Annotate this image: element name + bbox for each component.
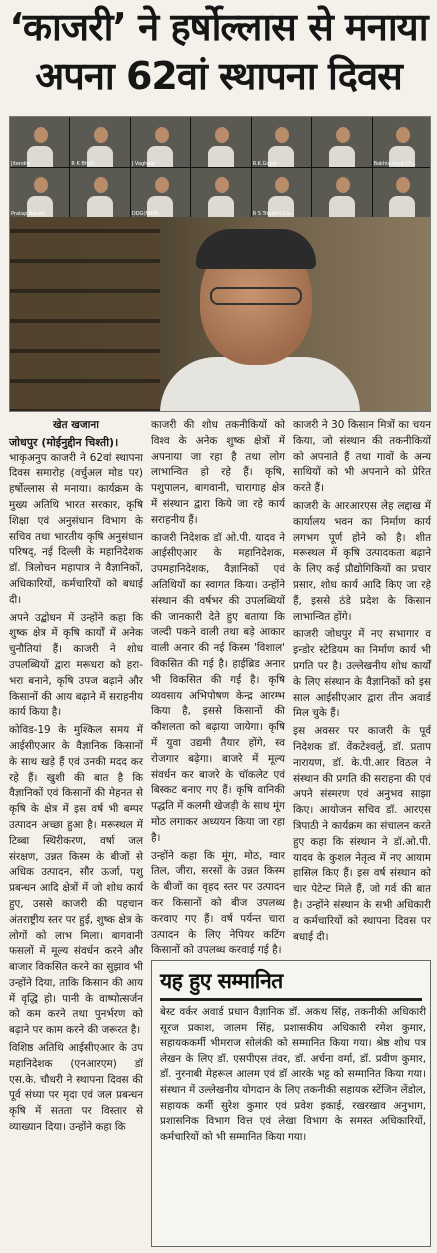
participant-tile bbox=[312, 117, 371, 167]
article-paragraph: इस अवसर पर काजरी के पूर्व निदेशक डॉ. वेंकटेश्वर्लु, डॉ. प्रताप नारायण, डॉ. के.पी.आर विठल ने संस्थान की प्रगति की सराहना की एवं अपने संस्मरण एवं अनुभव साझा किए। आयोजन सचिव डॉ. आरएस त्रिपाठी ने कार्यक्रम का संचालन करते हुए कहा कि संस्थान ने डॉ.ओ.पी. यादव के कुशल नेतृत्व में नए आयाम हासिल किए हैं। इस वर्ष संस्थान को चार पेटेन्ट मिले हैं, जो गर्व की बात है। उन्होंने संस्थान के सभी अधिकारी व कर्मचारियों को स्थापना दिवस पर बधाई दी। bbox=[293, 725, 431, 943]
participant-tile bbox=[10, 117, 69, 167]
participant-name: DDG(NRM) bbox=[131, 211, 159, 217]
article-column-1 bbox=[9, 418, 143, 1138]
speaker-glasses bbox=[210, 287, 302, 305]
honors-box-text: बेस्ट वर्कर अवार्ड प्रधान वैज्ञानिक डॉ. अकथ सिंह, तकनीकी अधिकारी सूरज प्रकाश, जालम सिंह, प्रशासकीय अधिकारी रमेश कुमार, सहायककर्मी भीमराज सोलंकी को सम्मानित किया गया। श्रेष्ठ शोध पत्र लेखन के लिए डॉ. एसपीएस तंवर, डॉ. अर्चना वर्मा, डॉ. प्रवीण कुमार, डॉ. नुरनाबी मेहरूल आलम एवं डॉ आरके भट्ट को सम्मानित किया गया। संस्थान में उल्लेखनीय योगदान के लिए तकनीकी सहायक स्टेंजिन लेंडोल, सहायक कर्मी सुरेश कुमार एवं प्रवेश इकाई, रखरखाव अनुभाग, प्रशासनिक विभाग वित्त एवं लेखा विभाग के समस्त अधिकारियों, कर्मचारियों को भी सम्मानित किया गया। bbox=[160, 1006, 426, 1143]
participant-tile bbox=[70, 117, 129, 167]
participant-tile bbox=[252, 117, 311, 167]
byline: खेत खजाना bbox=[53, 419, 99, 431]
bookshelf-background bbox=[10, 217, 160, 412]
honors-box-title: यह हुए सम्मानित bbox=[160, 969, 283, 993]
participant-name: Jitendra bbox=[11, 160, 31, 167]
participant-name: R K Bhatt bbox=[71, 160, 95, 167]
participant-tile bbox=[70, 168, 129, 218]
participant-name: Bakhla Arya Ch... bbox=[373, 160, 417, 167]
article-paragraph: अपने उद्बोधन में उन्होंने कहा कि शुष्क क्षेत्र में कृषि कार्यों में अनेक चुनौतियां हैं। काजरी ने शोध उपलब्धियों द्वारा मरूधरा को हरा-भरा बनाने, कृषि उपज बढ़ाने और किसानों की आय बढ़ाने में सराहनीय कार्य किया है। bbox=[9, 611, 143, 719]
participant-tile bbox=[191, 117, 250, 167]
article-paragraph: काजरी निदेशक डॉ ओ.पी. यादव ने आईसीएआर के महानिदेशक, उपमहानिदेशक, वैज्ञानिकों एवं अतिथियों का स्वागत किया। उन्होंने संस्थान की वर्षभर की उपलब्धियों की जानकारी देते हुए बताया कि जल्दी पकने वाली तथा बड़े आकार वाली अनार की नई किस्म 'विशाल' विकसित की गई है। हाईब्रिड अनार भी विकसित की गई है। कृषि व्यवसाय अभिपोषण केन्द्र आरम्भ किया है, इससे किसानों की कौशलता को बढ़ाया जायेगा। कृषि में युवा उद्यमी तैयार होंगे, स्व रोजगार बढ़ेगा। बाजरे में मूल्य संवर्धन कर बाजरे के चॉकलेट एवं बिस्कट बनाए गए हैं। कृषि वानिकी पद्धति में कलमी खेजड़ी के साथ मूंग मोठ लगाकर अध्ययन किया जा रहा है। bbox=[151, 531, 285, 844]
article-paragraph: कोविड-19 के मुश्किल समय में आईसीएआर के वैज्ञानिक किसानों के साथ खड़े हैं एवं उनकी मदद कर रहे हैं। खुशी की बात है कि वैज्ञानिकों एवं किसानों की मेहनत से कृषि के क्षेत्र में इस वर्ष भी बम्पर उत्पादन अच्छा हुआ है। मरूस्थल में टिब्बा स्थिरीकरण, वर्षा जल संरक्षण, उन्नत किस्म के बीजों से अधिक उत्पादन, सौर ऊर्जा, पशु प्रबन्धन आदि क्षेत्रों में जो शोध कार्य हुए, उससे काजरी की पहचान अंतराष्ट्रीय स्तर पर हुई, शुष्क क्षेत्र के लोगों को लाभ मिला। बागवानी फसलों में मूल्य संवर्धन करने और बाजार विकसित करने का सुझाव भी उन्होंने दिया, ताकि किसान की आय में वृद्धि हो। पानी के वाष्पोत्सर्जन को कम करने तथा पुनर्भरण को बढ़ाने पर काम करने की जरूरत है। bbox=[9, 724, 143, 1037]
participant-name: J Vaghela bbox=[131, 160, 155, 167]
video-conference-photo bbox=[9, 116, 431, 412]
article-paragraph: काजरी जोधपुर में नए सभागार व इन्डोर स्टेडियम का निर्माण कार्य भी प्रगति पर है। उल्लेखनीय शोध कार्यों के लिए संस्थान के वैज्ञानिकों को इस साल आईसीएआर द्वारा तीन अवार्ड मिल चुके हैं। bbox=[293, 628, 431, 720]
participant-tile bbox=[10, 168, 69, 218]
article-paragraph: भाकृअनुप काजरी ने 62वां स्थापना दिवस समारोह (वर्चुअल मोड पर) हर्षोल्लास से मनाया। कार्यक्रम के मुख्य अतिथि भारत सरकार, कृषि शिक्षा एवं अनुसंधान विभाग के सचिव तथा भारतीय कृषि अनुसंधान परिषद्, नई दिल्ली के महानिदेशक डॉ. त्रिलोचन महापात्र ने वैज्ञानिकों, अधिकारियों, कर्मचारियों को बधाई दी। bbox=[9, 451, 143, 606]
speaker-hair bbox=[196, 229, 316, 269]
honors-box-divider bbox=[160, 998, 422, 1001]
article-paragraph: विशिष्ठ अतिथि आईसीएआर के उप महानिदेशक (एनआरएम) डॉ एस.के. चौधरी ने स्थापना दिवस की पूर्व संध्या पर मृदा एवं जल प्रबन्धन कृषि में सतता पर विस्तार से व्याख्यान दिया। उन्होंने कहा कि bbox=[9, 1042, 143, 1134]
honors-box bbox=[151, 960, 431, 1247]
article-paragraph: उन्होंने कहा कि मूंग, मोठ, ग्वार तिल, जीरा, सरसों के उन्नत किस्म के बीजों का वृहद स्तर पर उत्पादन कर किसानों को बीज उपलब्ध करवाए गए हैं। वर्ष पर्यन्त चारा उत्पादन के लिए नेपियर कटिंग किसानों को उपलब्ध करवाई गई है। bbox=[151, 849, 285, 957]
participant-name: Pratap Narain bbox=[11, 211, 46, 217]
participant-tile bbox=[373, 117, 431, 167]
participant-tile bbox=[131, 117, 190, 167]
article-paragraph: काजरी की शोध तकनीकियों को विश्व के अनेक शुष्क क्षेत्रों में अपनाया जा रहा है तथा लोग लाभान्वित हो रहे हैं। कृषि, पशुपालन, बागवानी, चारागाह क्षेत्र में संस्थान द्वारा किये जा रहे कार्य सराहनीय हैं। bbox=[151, 419, 285, 526]
participant-tile bbox=[131, 168, 190, 218]
participant-tiles bbox=[10, 117, 431, 217]
article-column-3 bbox=[293, 418, 431, 947]
article-paragraph: काजरी के आरआरएस लेह लद्दाख में कार्यालय भवन का निर्माण कार्य लगभग पूर्ण होने को है। शीत मरूस्थल में कृषि उत्पादकता बढ़ाने के लिए कई प्रौद्योगिकियों का प्रचार प्रसार, शोध कार्य आदि किए जा रहे हैं, इससे ठंडे प्रदेश के किसान लाभान्वित होंगे। bbox=[293, 499, 431, 623]
headline-line-2: अपना 62वां स्थापना दिवस bbox=[35, 54, 402, 98]
headline-line-1: ‘काजरी’ ने हर्षोल्लास से मनाया bbox=[9, 5, 428, 49]
article-paragraph: काजरी ने 30 किसान मित्रों का चयन किया, जो संस्थान की तकनीकियों को अपनाते हैं तथा गावों के अन्य साथियों को भी अपनाने को प्रेरित करते हैं। bbox=[293, 419, 431, 495]
participant-name: R S Tripathi Ca... bbox=[252, 211, 294, 217]
speaker-shirt bbox=[160, 357, 360, 412]
participant-tile bbox=[312, 168, 371, 218]
participant-tile bbox=[191, 168, 250, 218]
participant-tile bbox=[373, 168, 431, 218]
participant-name: R.K.Goyal bbox=[252, 160, 277, 167]
article-column-2 bbox=[151, 418, 285, 961]
dateline: जोधपुर (मोईनुद्दीन चिश्ती)। bbox=[9, 435, 119, 449]
participant-tile bbox=[252, 168, 311, 218]
